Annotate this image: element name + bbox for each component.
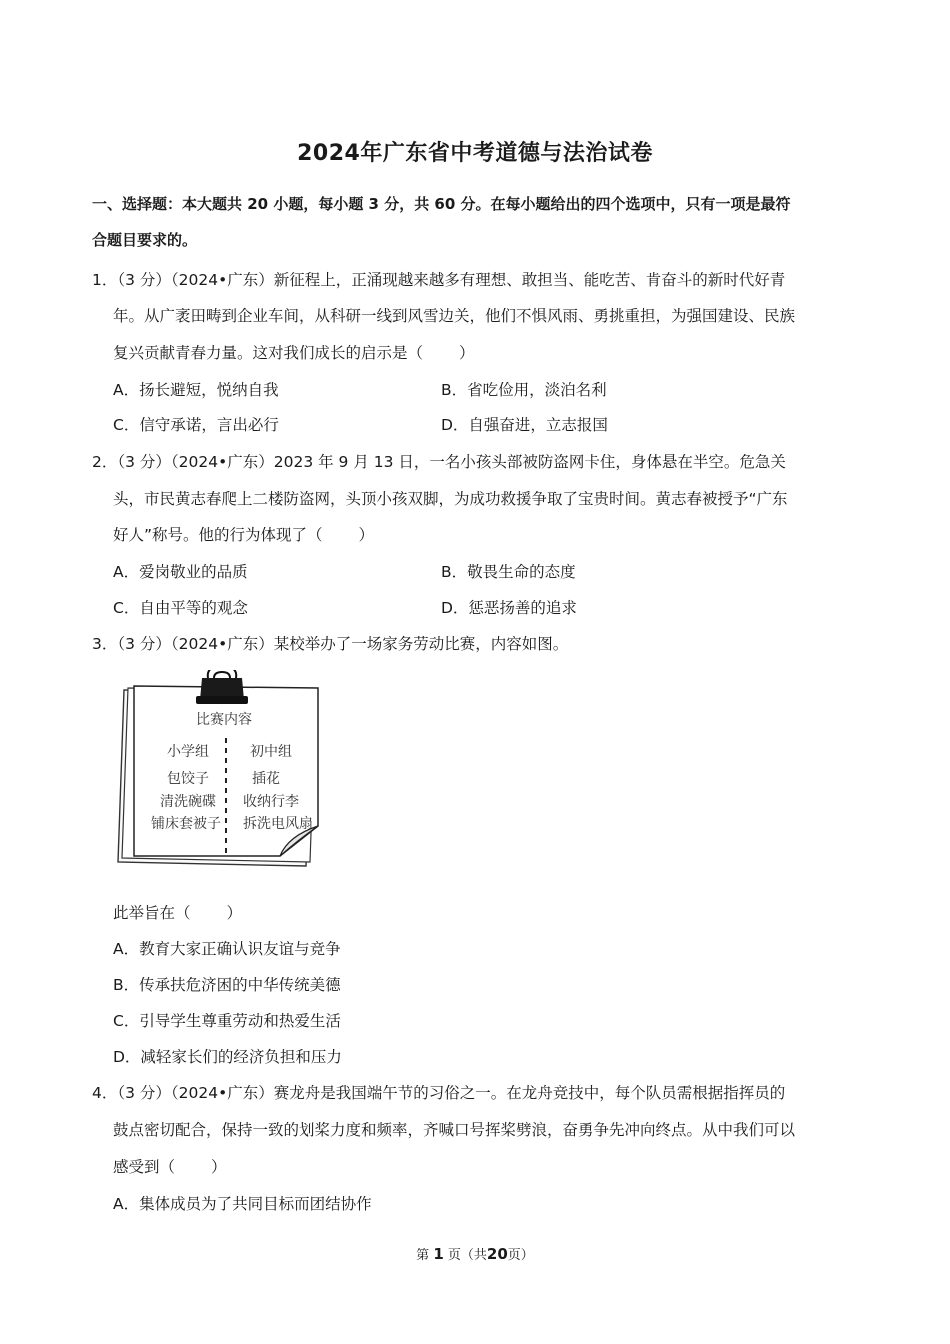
q2-option-c: C．自由平等的观念 bbox=[113, 599, 248, 617]
figure-left-item: 清洗碗碟 bbox=[160, 794, 216, 810]
q4-line-3: 感受到（ ） bbox=[113, 1158, 227, 1176]
q3-option-b: B．传承扶危济困的中华传统美德 bbox=[113, 976, 341, 994]
q3-option-d: D．减轻家长们的经济负担和压力 bbox=[113, 1048, 342, 1066]
q2-line-1: 2．（3 分）（2024•广东）2023 年 9 月 13 日，一名小孩头部被防盗网卡住，身体悬在半空。危急关 bbox=[92, 453, 786, 471]
clipboard-paper-illustration bbox=[110, 670, 335, 876]
page-title: 2024年广东省中考道德与法治试卷 bbox=[297, 141, 653, 166]
q3-option-c: C．引导学生尊重劳动和热爱生活 bbox=[113, 1012, 341, 1030]
figure-right-item: 拆洗电风扇 bbox=[243, 816, 313, 832]
total-pages: 20 bbox=[486, 1245, 508, 1263]
q1-option-d: D．自强奋进，立志报国 bbox=[441, 416, 608, 434]
q2-line-3: 好人”称号。他的行为体现了（ ） bbox=[113, 526, 375, 544]
section-line-2: 合题目要求的。 bbox=[92, 231, 198, 249]
section-heading bbox=[92, 186, 862, 258]
figure-right-header: 初中组 bbox=[250, 744, 292, 760]
q4-line-1: 4．（3 分）（2024•广东）赛龙舟是我国端午节的习俗之一。在龙舟竞技中，每个队员需根据指挥员的 bbox=[92, 1084, 786, 1102]
figure-right-item: 收纳行李 bbox=[243, 794, 299, 810]
competition-notice-figure bbox=[110, 670, 335, 876]
q1-option-c: C．信守承诺，言出必行 bbox=[113, 416, 279, 434]
figure-heading: 比赛内容 bbox=[196, 712, 252, 728]
q3-line-1: 3．（3 分）（2024•广东）某校举办了一场家务劳动比赛，内容如图。 bbox=[92, 635, 569, 653]
q2-option-b: B．敬畏生命的态度 bbox=[441, 563, 576, 581]
q1-line-2: 年。从广袤田畴到企业车间，从科研一线到风雪边关，他们不惧风雨、勇挑重担，为强国建设、民族 bbox=[113, 307, 796, 325]
q4-line-2: 鼓点密切配合，保持一致的划桨力度和频率，齐喊口号挥桨劈浪，奋勇争先冲向终点。从中我们可以 bbox=[113, 1121, 796, 1139]
q3-option-a: A．教育大家正确认识友谊与竞争 bbox=[113, 940, 341, 958]
q3-stem: 此举旨在（ ） bbox=[113, 904, 243, 922]
q2-option-a: A．爱岗敬业的品质 bbox=[113, 563, 248, 581]
q1-line-3: 复兴贡献青春力量。这对我们成长的启示是（ ） bbox=[113, 344, 475, 362]
figure-left-header: 小学组 bbox=[167, 744, 209, 760]
section-line-1: 一、选择题：本大题共 20 小题，每小题 3 分，共 60 分。在每小题给出的四个选项中，只有一项是最符 bbox=[92, 195, 791, 213]
q1-option-a: A．扬长避短，悦纳自我 bbox=[113, 381, 279, 399]
q1-line-1: 1．（3 分）（2024•广东）新征程上，正涌现越来越多有理想、敢担当、能吃苦、肯奋斗的新时代好青 bbox=[92, 271, 786, 289]
q2-line-2: 头，市民黄志春爬上二楼防盗网，头顶小孩双脚，为成功救援争取了宝贵时间。黄志春被授予“广东 bbox=[113, 490, 788, 508]
page-number: 1 bbox=[433, 1245, 444, 1263]
q4-option-a: A．集体成员为了共同目标而团结协作 bbox=[113, 1195, 372, 1213]
q2-option-d: D．惩恶扬善的追求 bbox=[441, 599, 577, 617]
q1-option-b: B．省吃俭用，淡泊名利 bbox=[441, 381, 607, 399]
page-footer: 第 1 页（共20页） bbox=[416, 1245, 534, 1263]
figure-left-item: 铺床套被子 bbox=[151, 816, 221, 832]
figure-left-item: 包饺子 bbox=[167, 771, 209, 787]
figure-right-item: 插花 bbox=[252, 771, 280, 787]
